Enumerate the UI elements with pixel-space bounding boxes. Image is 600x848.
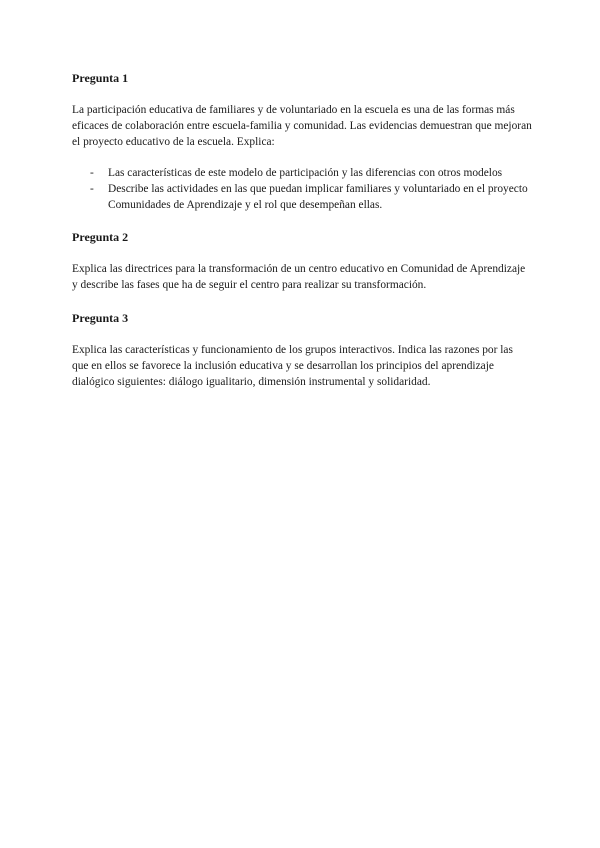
document-body (72, 70, 532, 406)
question-3-paragraph: Explica las características y funcionamiento de los grupos interactivos. Indica las razones por las que en ellos se favorece la inclusión educativa y se desarrollan los principios del aprendizaje dialógico siguientes: diálogo igualitario, dimensión instrumental y solidaridad. (72, 343, 513, 389)
question-1-section (72, 70, 532, 213)
question-2-heading: Pregunta 2 (72, 230, 129, 245)
bullet-item (72, 181, 532, 213)
bullet-marker: - (90, 182, 94, 195)
question-1-bullet-list (72, 165, 532, 214)
bullet-item (72, 165, 532, 181)
question-1-paragraph: La participación educativa de familiares y de voluntariado en la escuela es una de las formas más eficaces de colaboración entre escuela-familia y comunidad. Las evidencias demuestran que mejoran el proyecto educativo de la escuela. Explica: (72, 104, 532, 149)
bullet-marker: - (90, 166, 94, 179)
bullet-text: Describe las actividades en las que puedan implicar familiares y voluntariado en el proyecto Comunidades de Aprendizaje y el rol que desempeñan ellas. (108, 182, 528, 212)
question-2-paragraph: Explica las directrices para la transformación de un centro educativo en Comunidad de Aprendizaje y describe las fases que ha de seguir el centro para realizar su transformación. (72, 263, 526, 292)
question-3-section (72, 310, 532, 391)
question-3-heading: Pregunta 3 (72, 310, 129, 325)
question-2-section (72, 229, 532, 293)
bullet-text: Las características de este modelo de participación y las diferencias con otros modelos (108, 166, 503, 179)
question-1-heading: Pregunta 1 (72, 71, 129, 85)
